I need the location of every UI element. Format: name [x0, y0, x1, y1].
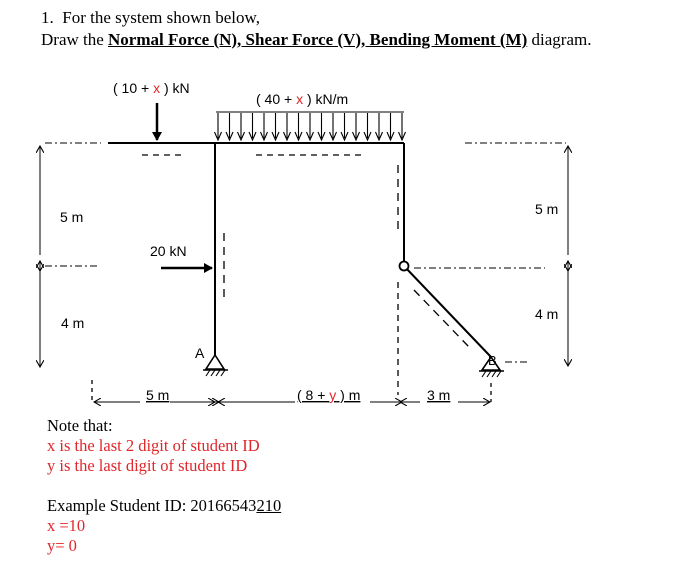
example-id-prefix: Example Student ID: 20166543 — [47, 496, 257, 515]
span-left-dimension: 5 m — [146, 387, 170, 403]
note-x-definition: x is the last 2 digit of student ID — [47, 436, 260, 455]
right-lower-dimension: 4 m — [535, 306, 559, 322]
support-b-label: B — [488, 353, 497, 368]
hinge — [400, 262, 409, 271]
horizontal-load-label: 20 kN — [150, 243, 187, 259]
question-task: Normal Force (N), Shear Force (V), Bending Moment (M) — [108, 30, 528, 49]
question-number: 1. — [41, 8, 54, 27]
point-load-label: ( 10 + x ) kN — [113, 80, 190, 96]
dashed-guides — [92, 155, 491, 402]
example-student-id — [47, 496, 281, 516]
y-value: y= 0 — [47, 536, 77, 555]
right-upper-dimension: 5 m — [535, 201, 559, 217]
note-title: Note that: — [47, 416, 113, 435]
x-value: x =10 — [47, 516, 86, 535]
note-y-definition: y is the last digit of student ID — [47, 456, 248, 475]
span-right-dimension: 3 m — [427, 387, 451, 403]
dash-dot-guides — [45, 143, 566, 362]
pin-support-a — [203, 355, 228, 376]
question-intro: For the system shown below, — [62, 8, 260, 27]
question-suffix: diagram. — [531, 30, 592, 49]
left-upper-dimension: 5 m — [60, 209, 84, 225]
example-id-digits: 210 — [256, 496, 282, 515]
left-lower-dimension: 4 m — [61, 315, 85, 331]
udl-label: ( 40 + x ) kN/m — [256, 91, 349, 107]
question-prefix: Draw the — [41, 30, 104, 49]
span-mid-dimension: ( 8 + y ) m — [297, 387, 361, 403]
inclined-member — [404, 266, 491, 357]
distributed-load — [215, 112, 406, 140]
support-a-label: A — [195, 345, 205, 361]
